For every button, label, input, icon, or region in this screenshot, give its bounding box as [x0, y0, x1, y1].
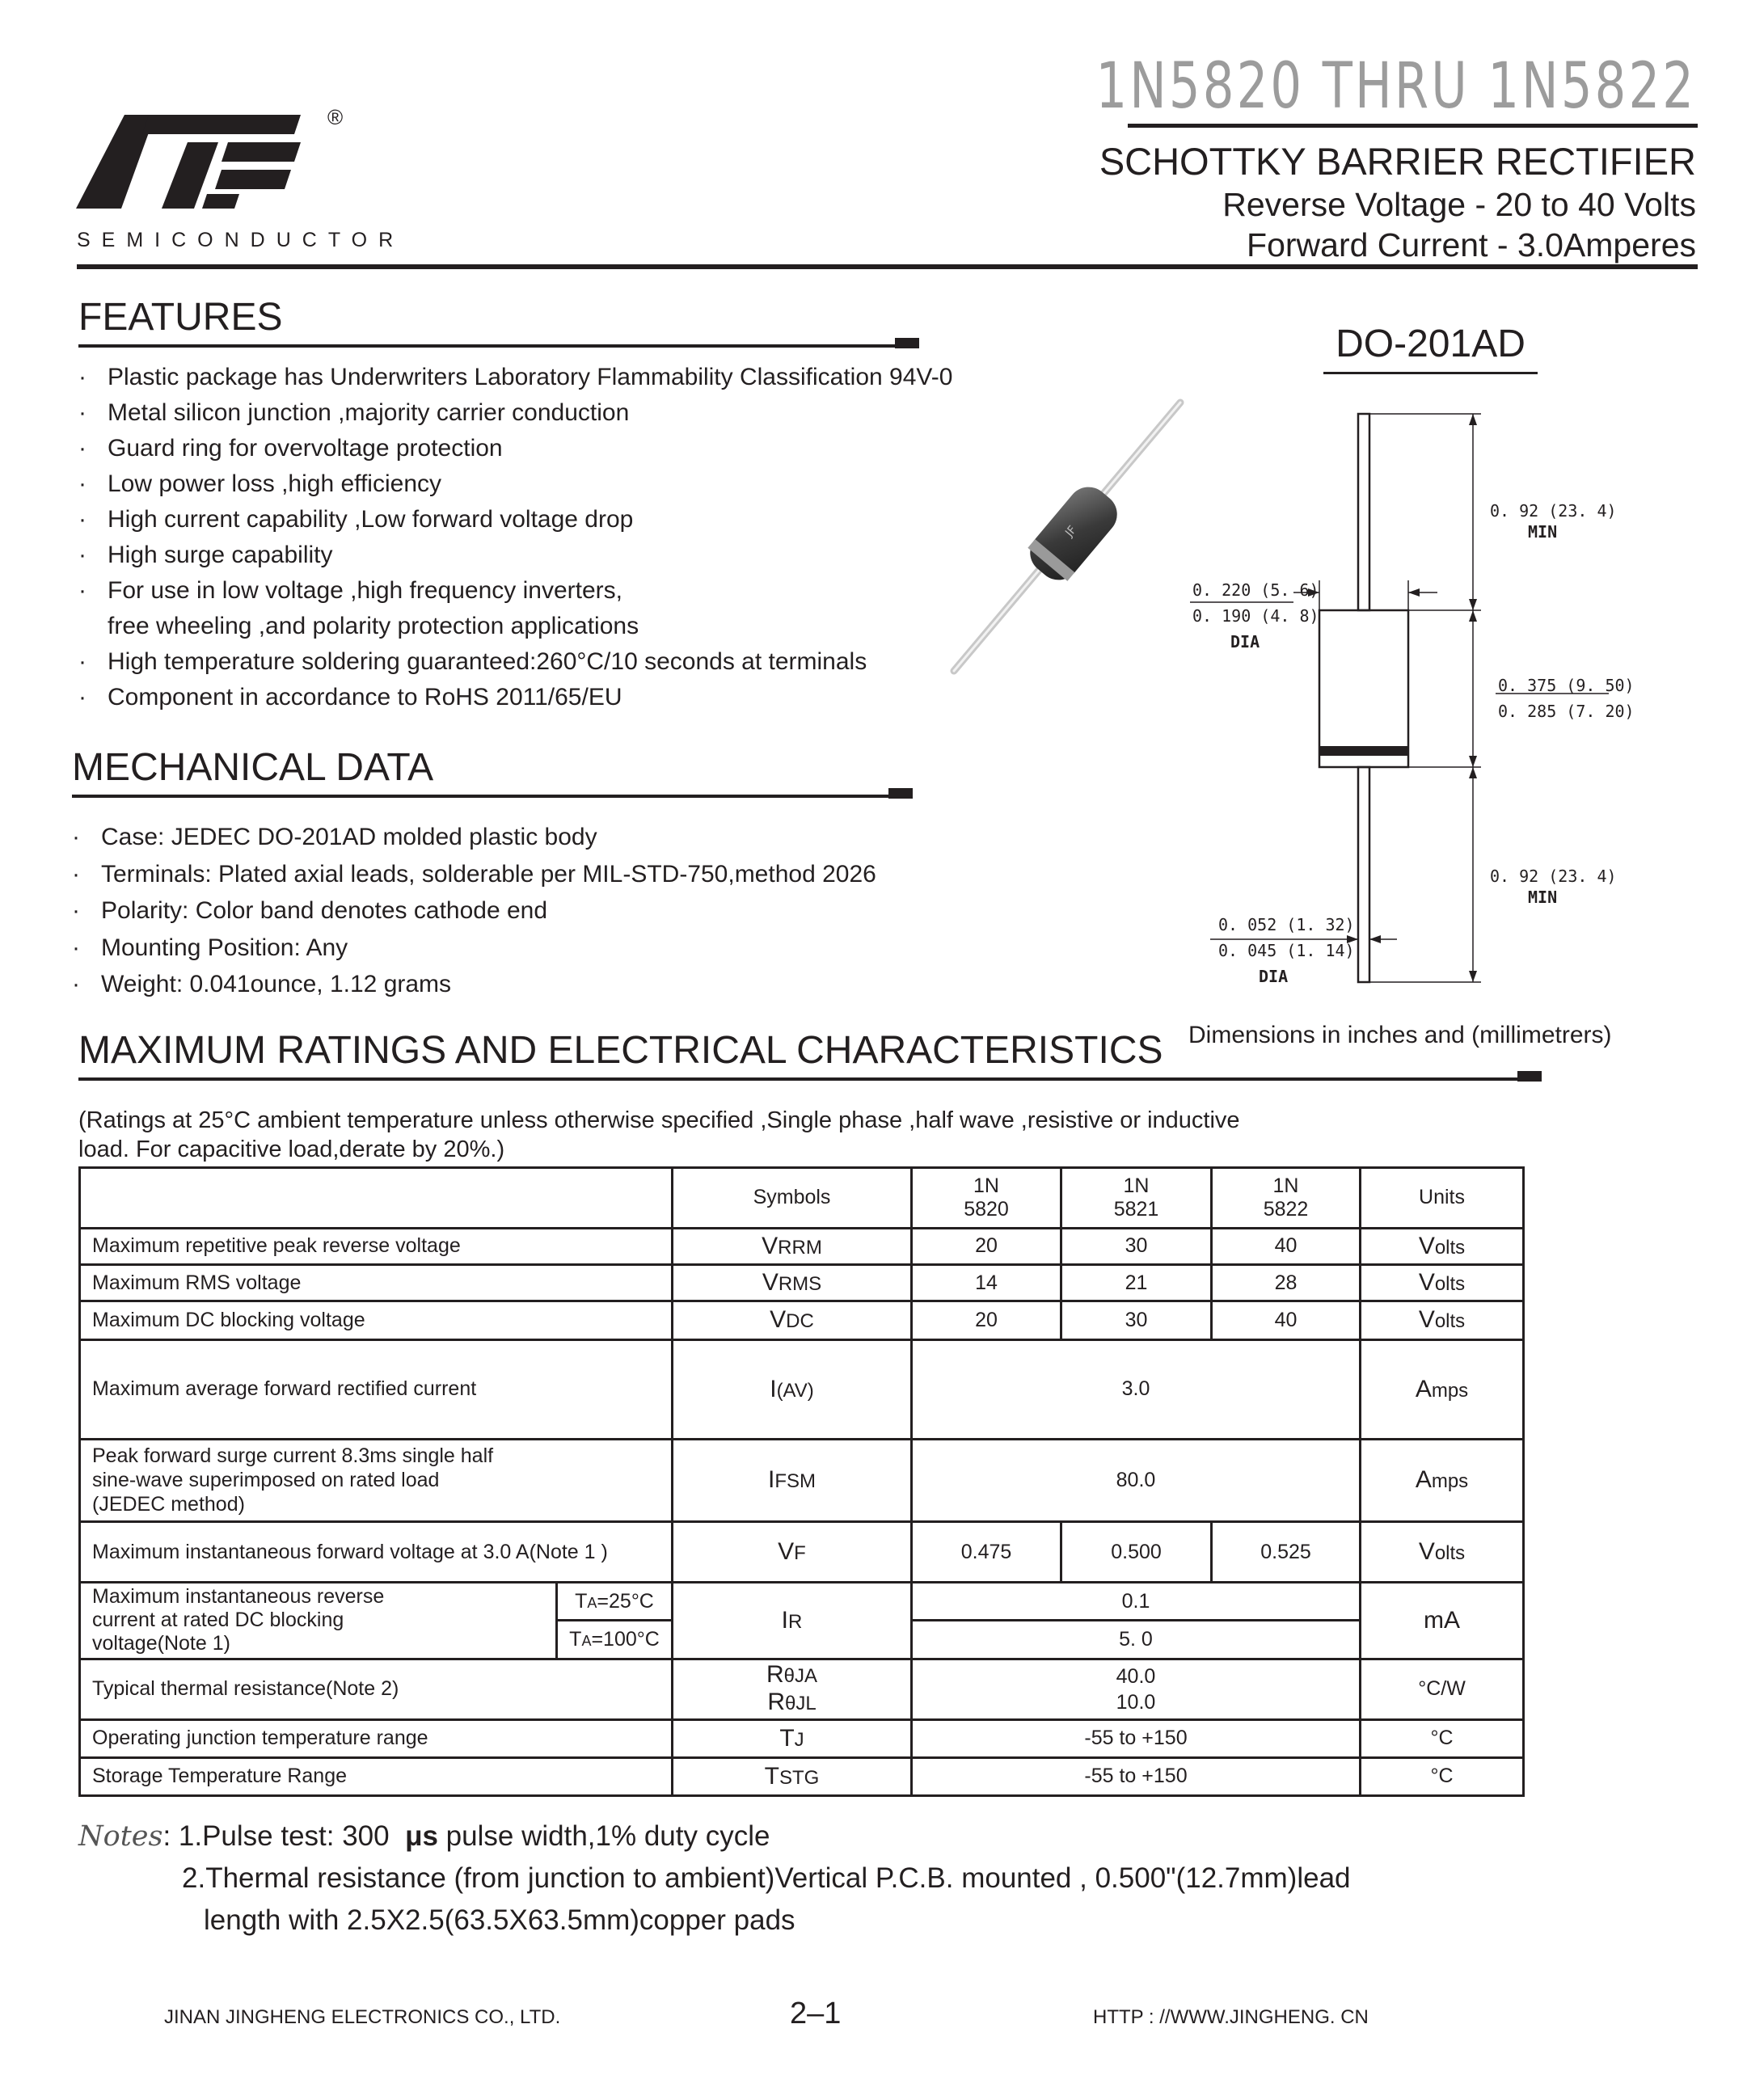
- notes-label: Notes: [78, 1820, 163, 1853]
- features-heading: FEATURES: [78, 296, 283, 339]
- list-item: · High current capability ,Low forward voltage drop: [78, 506, 634, 533]
- table-row: Maximum DC blocking voltage VDC 20 30 40 Volts: [80, 1301, 1524, 1339]
- table-row: Maximum RMS voltage VRMS 14 21 28 Volts: [80, 1264, 1524, 1301]
- mechanical-rule: [72, 795, 913, 798]
- list-item: · Plastic package has Underwriters Laboratory Flammability Classification 94V-0: [78, 364, 953, 390]
- dim-lead-dia-min: 0. 045 (1. 14): [1218, 941, 1355, 960]
- dim-body-dia-min: 0. 190 (4. 8): [1192, 606, 1319, 626]
- table-row: TA=100°C 5. 0: [80, 1621, 1524, 1659]
- table-header-row: [80, 1168, 1524, 1229]
- list-item: · Polarity: Color band denotes cathode end: [72, 897, 548, 924]
- body-marking: JF: [1062, 523, 1079, 540]
- dim-lead-length-top-unit: MIN: [1528, 522, 1558, 542]
- device-type: SCHOTTKY BARRIER RECTIFIER: [1099, 140, 1696, 183]
- mechanical-list: [72, 819, 876, 1003]
- table-header-units: Units: [1361, 1168, 1524, 1229]
- list-item: · Metal silicon junction ,majority carrier conduction: [78, 399, 630, 426]
- features-rule-block: [895, 338, 919, 348]
- table-header-part-1n5822: 1N 5822: [1212, 1168, 1361, 1229]
- table-header-symbols: Symbols: [673, 1168, 912, 1229]
- mechanical-heading: MECHANICAL DATA: [72, 746, 434, 789]
- forward-current: Forward Current - 3.0Amperes: [1247, 226, 1696, 264]
- table-row: Peak forward surge current 8.3ms single half sine-wave superimposed on rated load (JEDEC method) IFSM 80.0 Amps: [80, 1439, 1524, 1522]
- table-row: Maximum instantaneous reverse current at rated DC blocking voltage(Note 1) TA=25°C IR 0.1 mA: [80, 1582, 1524, 1620]
- package-name: DO-201AD: [1336, 323, 1525, 365]
- list-item: · Case: JEDEC DO-201AD molded plastic body: [72, 824, 597, 850]
- note-2-line-2: length with 2.5X2.5(63.5X63.5mm)copper pads: [204, 1904, 795, 1936]
- ratings-rule-block: [1517, 1071, 1542, 1082]
- title-rule: [1128, 124, 1698, 128]
- package-name-rule: [1323, 372, 1538, 374]
- dim-lead-dia-unit: DIA: [1259, 967, 1289, 986]
- ratings-conditions-note: (Ratings at 25°C ambient temperature unless otherwise specified ,Single phase ,half wave ,resistive or inductive load. For capacitive load,derate by 20%.): [78, 1107, 1240, 1162]
- footer-url[interactable]: HTTP : //WWW.JINGHENG. CN: [1093, 2006, 1369, 2028]
- features-rule: [78, 344, 919, 348]
- ratings-rule: [78, 1077, 1542, 1081]
- table-row: Maximum repetitive peak reverse voltage VRRM 20 30 40 Volts: [80, 1228, 1524, 1264]
- dim-lead-length-bottom-unit: MIN: [1528, 888, 1558, 907]
- list-item: · Mounting Position: Any: [72, 934, 348, 961]
- table-header-param: [80, 1168, 673, 1229]
- features-list: [78, 360, 952, 715]
- table-header-part-1n5821: 1N 5821: [1061, 1168, 1212, 1229]
- table-row: Maximum instantaneous forward voltage at 3.0 A(Note 1 ) VF 0.475 0.500 0.525 Volts: [80, 1522, 1524, 1583]
- brand-subtitle: SEMICONDUCTOR: [77, 229, 405, 251]
- list-item: · Terminals: Plated axial leads, solderable per MIL-STD-750,method 2026: [72, 860, 876, 888]
- dimensions-caption: Dimensions in inches and (millimetrers): [1188, 1022, 1612, 1048]
- dim-body-length-max: 0. 375 (9. 50): [1498, 676, 1635, 695]
- brand-logo: [74, 113, 309, 210]
- header-rule: [77, 264, 1698, 269]
- dim-body-dia-unit: DIA: [1230, 632, 1260, 652]
- diode-illustration: [946, 396, 1188, 679]
- list-item: · For use in low voltage ,high frequency inverters,: [78, 577, 622, 604]
- table-header-part-1n5820: 1N 5820: [912, 1168, 1061, 1229]
- table-row: Typical thermal resistance(Note 2) RθJA RθJL 40.0 10.0 °C/W: [80, 1659, 1524, 1720]
- ratings-table: [78, 1166, 1525, 1797]
- footer-company: JINAN JINGHENG ELECTRONICS CO., LTD.: [164, 2006, 561, 2028]
- dim-body-length-min: 0. 285 (7. 20): [1498, 702, 1635, 721]
- dim-body-dia-max: 0. 220 (5. 6): [1192, 580, 1319, 600]
- registered-mark: ®: [327, 105, 344, 129]
- list-item: · Guard ring for overvoltage protection: [78, 435, 503, 462]
- dim-lead-length-top: 0. 92 (23. 4): [1490, 501, 1617, 521]
- part-range-title: 1N5820 THRU 1N5822: [1095, 50, 1696, 123]
- reverse-voltage: Reverse Voltage - 20 to 40 Volts: [1222, 186, 1696, 223]
- table-row: Operating junction temperature range TJ -55 to +150 °C: [80, 1720, 1524, 1757]
- list-item: · High surge capability: [78, 542, 333, 568]
- list-item: free wheeling ,and polarity protection applications: [108, 613, 639, 639]
- dim-lead-dia-max: 0. 052 (1. 32): [1218, 915, 1355, 934]
- mechanical-rule-block: [888, 788, 913, 799]
- dim-lead-length-bottom: 0. 92 (23. 4): [1490, 867, 1617, 886]
- table-row: Maximum average forward rectified current I(AV) 3.0 Amps: [80, 1339, 1524, 1439]
- list-item: · Low power loss ,high efficiency: [78, 470, 441, 497]
- list-item: · Weight: 0.041ounce, 1.12 grams: [72, 971, 452, 997]
- note-2-line-1: 2.Thermal resistance (from junction to ambient)Vertical P.C.B. mounted , 0.500"(12.7mm)lead: [182, 1862, 1351, 1894]
- table-row: Storage Temperature Range TSTG -55 to +150 °C: [80, 1757, 1524, 1795]
- list-item: · High temperature soldering guaranteed:260°C/10 seconds at terminals: [78, 648, 867, 675]
- ratings-heading: MAXIMUM RATINGS AND ELECTRICAL CHARACTERISTICS: [78, 1029, 1163, 1072]
- page-number: 2–1: [790, 1997, 842, 2030]
- note-1: Notes: 1.Pulse test: 300 μs pulse width,1% duty cycle: [78, 1820, 770, 1853]
- list-item: · Component in accordance to RoHS 2011/65/EU: [78, 684, 622, 711]
